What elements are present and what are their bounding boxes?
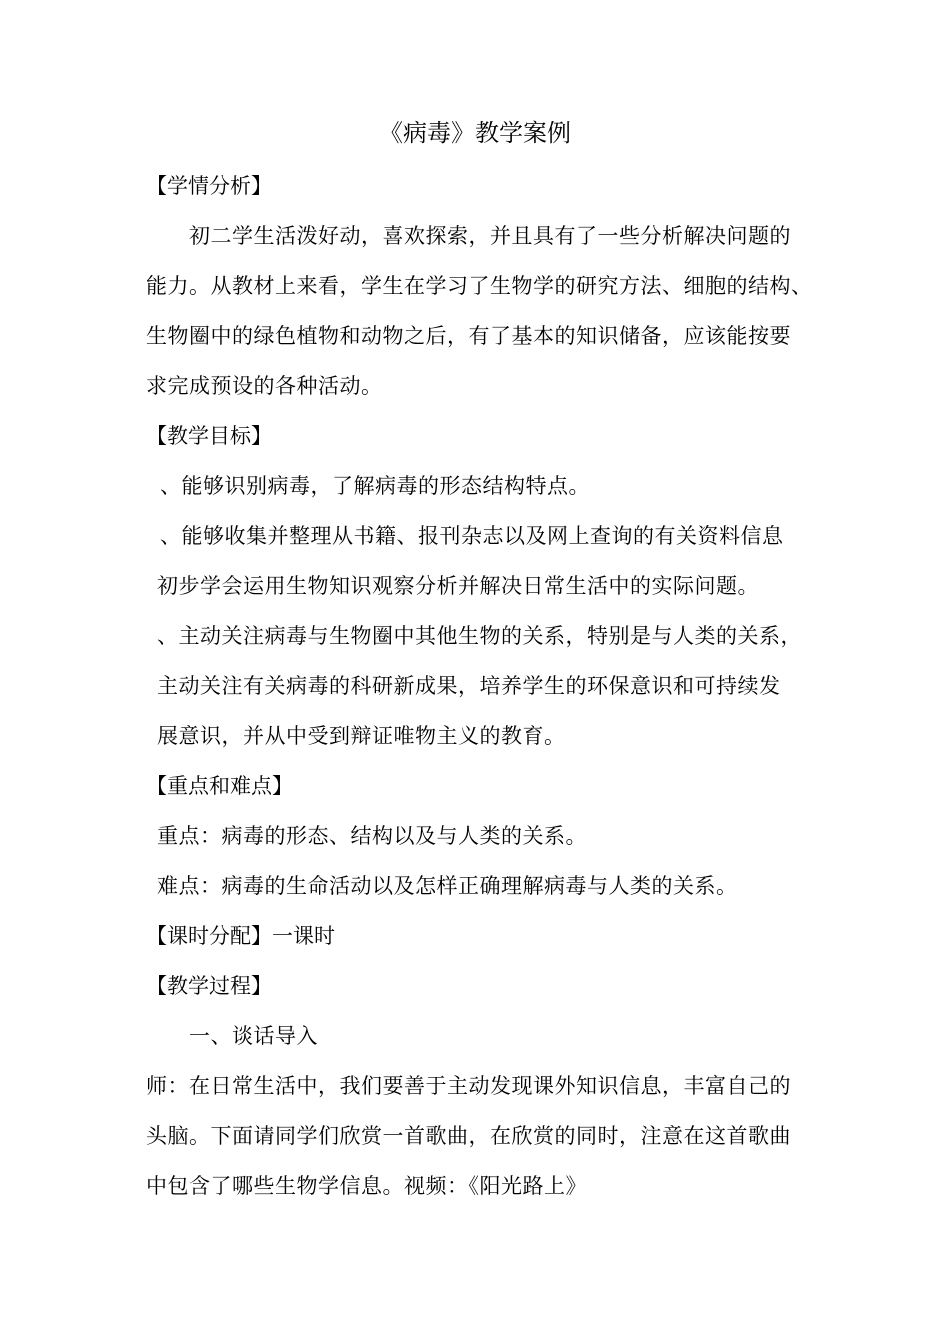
key-point-line: 重点：病毒的形态、结构以及与人类的关系。: [157, 824, 587, 848]
paragraph-line: 生物圈中的绿色植物和动物之后，有了基本的知识储备，应该能按要: [146, 324, 791, 348]
objective-line: 初步学会运用生物知识观察分析并解决日常生活中的实际问题。: [157, 574, 759, 598]
objective-line: 展意识，并从中受到辩证唯物主义的教育。: [157, 724, 566, 748]
objective-line: 、主动关注病毒与生物圈中其他生物的关系，特别是与人类的关系，: [157, 624, 802, 648]
paragraph-line: 头脑。下面请同学们欣赏一首歌曲，在欣赏的同时，注意在这首歌曲: [146, 1124, 791, 1148]
section-heading-mubiao: 【教学目标】: [146, 424, 272, 448]
section-heading-zhongdian: 【重点和难点】: [146, 774, 293, 798]
paragraph-line: 求完成预设的各种活动。: [146, 374, 383, 398]
document-title: 《病毒》教学案例: [379, 119, 571, 147]
difficulty-line: 难点：病毒的生命活动以及怎样正确理解病毒与人类的关系。: [157, 874, 738, 898]
paragraph-line: 初二学生活泼好动，喜欢探索，并且具有了一些分析解决问题的: [189, 224, 791, 248]
objective-line: 、能够收集并整理从书籍、报刊杂志以及网上查询的有关资料信息: [160, 524, 784, 548]
paragraph-line: 中包含了哪些生物学信息。视频：《阳光路上》: [146, 1174, 587, 1198]
section-heading-xueqing: 【学情分析】: [146, 174, 272, 198]
objective-line: 主动关注有关病毒的科研新成果，培养学生的环保意识和可持续发: [157, 674, 781, 698]
paragraph-line: 能力。从教材上来看，学生在学习了生物学的研究方法、细胞的结构、: [146, 274, 813, 298]
section-heading-keshi: 【课时分配】一课时: [146, 924, 335, 948]
paragraph-line: 师：在日常生活中，我们要善于主动发现课外知识信息，丰富自己的: [146, 1074, 791, 1098]
objective-line: 、能够识别病毒，了解病毒的形态结构特点。: [160, 474, 590, 498]
subheading-intro: 一、谈话导入: [189, 1024, 318, 1048]
section-heading-guocheng: 【教学过程】: [146, 974, 272, 998]
